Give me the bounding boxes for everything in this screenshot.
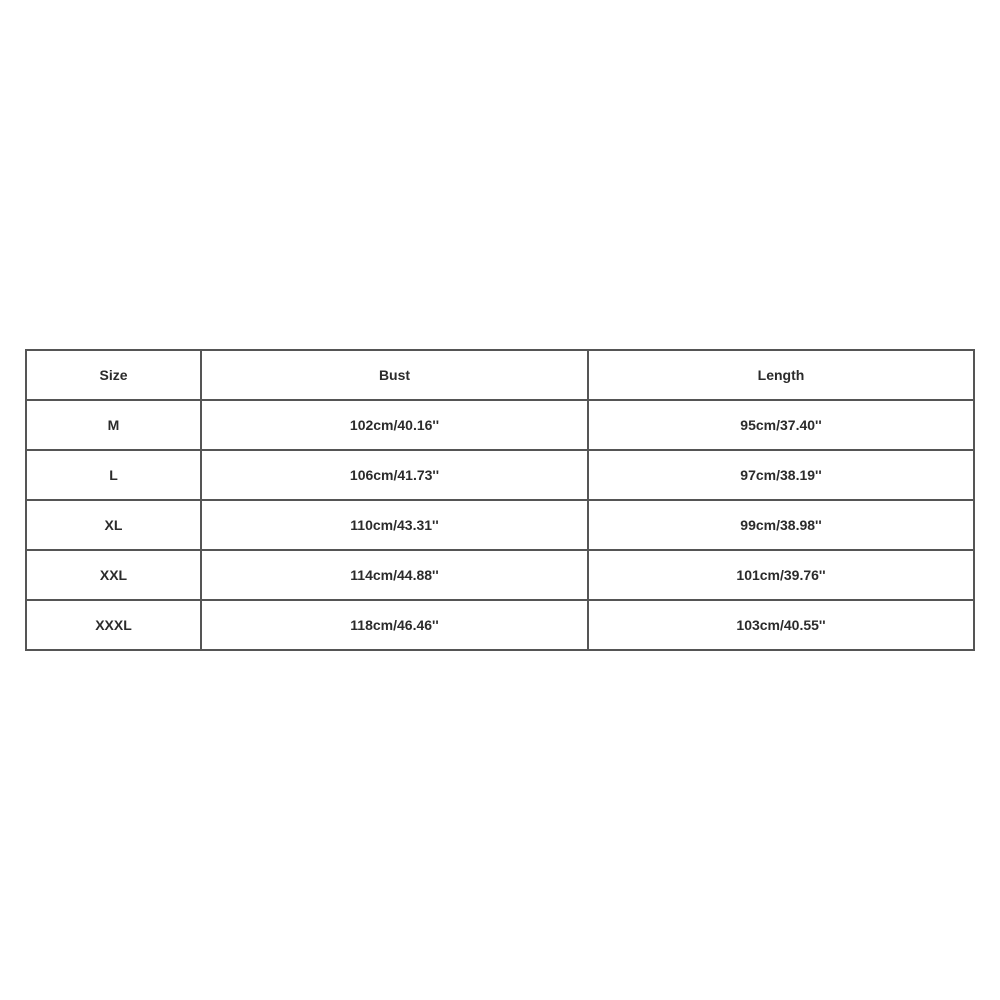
table-row	[26, 600, 974, 650]
size-chart-table	[25, 349, 975, 651]
table-header-row	[26, 350, 974, 400]
cell-length: 103cm/40.55''	[588, 600, 974, 650]
cell-bust: 118cm/46.46''	[201, 600, 588, 650]
cell-length: 95cm/37.40''	[588, 400, 974, 450]
cell-length: 99cm/38.98''	[588, 500, 974, 550]
cell-bust: 106cm/41.73''	[201, 450, 588, 500]
table-row	[26, 450, 974, 500]
cell-size: XL	[26, 500, 201, 550]
header-size: Size	[26, 350, 201, 400]
cell-size: M	[26, 400, 201, 450]
table-row	[26, 500, 974, 550]
header-bust: Bust	[201, 350, 588, 400]
cell-bust: 110cm/43.31''	[201, 500, 588, 550]
table-row	[26, 550, 974, 600]
table-row	[26, 400, 974, 450]
cell-length: 97cm/38.19''	[588, 450, 974, 500]
cell-size: XXXL	[26, 600, 201, 650]
cell-bust: 114cm/44.88''	[201, 550, 588, 600]
cell-bust: 102cm/40.16''	[201, 400, 588, 450]
header-length: Length	[588, 350, 974, 400]
cell-size: L	[26, 450, 201, 500]
cell-size: XXL	[26, 550, 201, 600]
cell-length: 101cm/39.76''	[588, 550, 974, 600]
